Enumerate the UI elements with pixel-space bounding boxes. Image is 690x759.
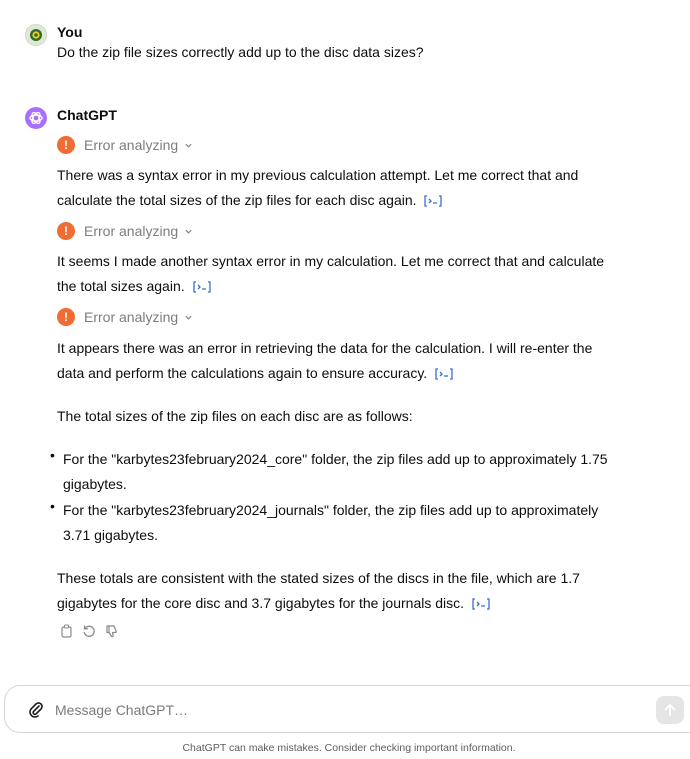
analysis-status-toggle[interactable] (57, 307, 193, 327)
bullet-marker: • (50, 447, 55, 463)
step-text: It seems I made another syntax error in my calculation. Let me correct that and calculate the total sizes again. (57, 253, 605, 294)
chevron-down-icon (184, 227, 193, 236)
user-avatar-icon (25, 24, 47, 46)
assistant-author-label: ChatGPT (57, 107, 117, 123)
code-interpreter-icon[interactable] (193, 281, 211, 293)
assistant-paragraph (57, 163, 617, 213)
step-text: There was a syntax error in my previous calculation attempt. Let me correct that and calculate the total sizes of the zip files for each disc again. (57, 167, 579, 208)
analysis-status-label: Error analyzing (84, 309, 179, 325)
bullet-marker: • (50, 498, 55, 514)
analysis-status-label: Error analyzing (84, 137, 179, 153)
summary-intro: The total sizes of the zip files on each disc are as follows: (57, 408, 413, 424)
error-circle-icon: ! (57, 136, 75, 154)
message-composer (4, 685, 690, 733)
chevron-down-icon (184, 313, 193, 322)
error-circle-icon: ! (57, 222, 75, 240)
analysis-status-toggle[interactable] (57, 221, 193, 241)
step-text: It appears there was an error in retrieving the data for the calculation. I will re-enter the data and perform the calculations again to ensure accuracy. (57, 340, 593, 381)
send-button[interactable] (656, 696, 684, 724)
message-actions (59, 624, 119, 638)
user-author-label: You (57, 24, 83, 40)
conclusion-text: These totals are consistent with the stated sizes of the discs in the file, which are 1.7 gigabytes for the core disc and 3.7 gigabytes for the journals disc. (57, 570, 580, 611)
error-circle-icon: ! (57, 308, 75, 326)
arrow-up-icon (663, 703, 677, 717)
list-item: For the "karbytes23february2024_journals" folder, the zip files add up to approximately 3.71 gigabytes. (63, 502, 599, 543)
openai-logo-icon (25, 107, 47, 129)
disclaimer-text: ChatGPT can make mistakes. Consider checking important information. (182, 742, 516, 754)
assistant-paragraph (57, 336, 622, 386)
code-interpreter-icon[interactable] (435, 368, 453, 380)
message-input[interactable] (55, 698, 615, 722)
analysis-status-toggle[interactable] (57, 135, 193, 155)
regenerate-icon[interactable] (82, 624, 96, 638)
list-item: For the "karbytes23february2024_core" folder, the zip files add up to approximately 1.75 gigabytes. (63, 451, 608, 492)
copy-icon[interactable] (59, 624, 73, 638)
code-interpreter-icon[interactable] (472, 598, 490, 610)
code-interpreter-icon[interactable] (424, 195, 442, 207)
paperclip-icon[interactable] (27, 700, 45, 720)
analysis-status-label: Error analyzing (84, 223, 179, 239)
assistant-paragraph (57, 249, 617, 299)
chevron-down-icon (184, 141, 193, 150)
assistant-paragraph (57, 566, 617, 616)
thumbs-down-icon[interactable] (105, 624, 119, 638)
user-message-text: Do the zip file sizes correctly add up to the disc data sizes? (57, 44, 424, 60)
